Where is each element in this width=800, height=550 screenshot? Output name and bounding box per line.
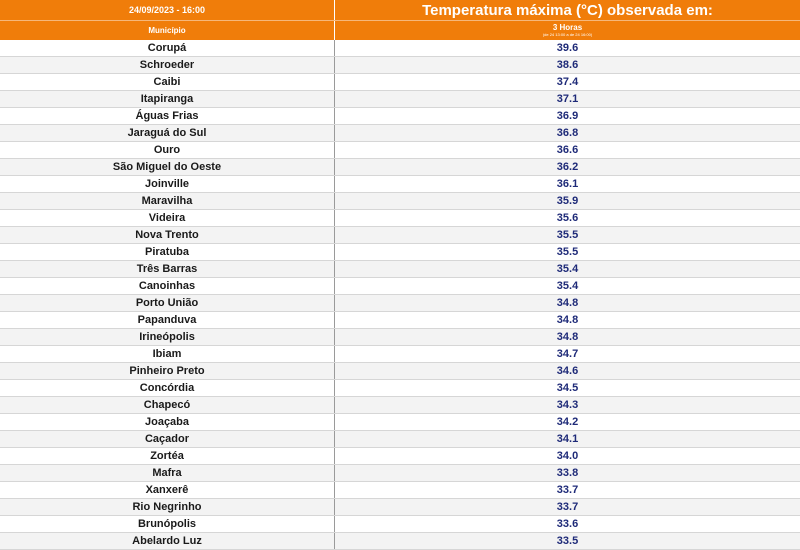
table-row bbox=[0, 465, 800, 482]
temperature-cell: 35.6 bbox=[556, 212, 579, 224]
temperature-cell: 33.5 bbox=[556, 535, 579, 547]
municipio-cell: Joinville bbox=[0, 176, 335, 192]
table-row bbox=[0, 57, 800, 74]
municipio-cell: Corupá bbox=[0, 40, 335, 56]
municipio-cell: Pinheiro Preto bbox=[0, 363, 335, 379]
temperature-cell: 33.7 bbox=[556, 501, 579, 513]
municipio-cell: Irineópolis bbox=[0, 329, 335, 345]
municipio-cell: Três Barras bbox=[0, 261, 335, 277]
municipio-cell: Nova Trento bbox=[0, 227, 335, 243]
temperature-cell: 35.4 bbox=[556, 263, 579, 275]
table-header-columns bbox=[0, 20, 800, 40]
table-row bbox=[0, 295, 800, 312]
temperature-cell: 34.2 bbox=[556, 416, 579, 428]
table-row bbox=[0, 329, 800, 346]
period-label: 3 Horas bbox=[552, 23, 583, 32]
municipio-cell: Itapiranga bbox=[0, 91, 335, 107]
temperature-cell: 34.6 bbox=[556, 365, 579, 377]
municipio-cell: Joaçaba bbox=[0, 414, 335, 430]
municipio-cell: Videira bbox=[0, 210, 335, 226]
column-header-period bbox=[335, 21, 800, 40]
table-row bbox=[0, 380, 800, 397]
datetime-label: 24/09/2023 - 16:00 bbox=[0, 0, 335, 20]
temperature-cell: 36.1 bbox=[556, 178, 579, 190]
temperature-cell: 34.3 bbox=[556, 399, 579, 411]
table-row bbox=[0, 414, 800, 431]
municipio-cell: Brunópolis bbox=[0, 516, 335, 532]
column-header-municipio: Município bbox=[0, 21, 335, 40]
temperature-cell: 36.8 bbox=[556, 127, 579, 139]
municipio-cell: Abelardo Luz bbox=[0, 533, 335, 549]
table-row bbox=[0, 499, 800, 516]
table-row bbox=[0, 516, 800, 533]
temperature-cell: 35.9 bbox=[556, 195, 579, 207]
table-row bbox=[0, 108, 800, 125]
temperature-cell: 33.7 bbox=[556, 484, 579, 496]
period-range: (de 24 13:00 a de 24 16:00) bbox=[542, 32, 593, 37]
table-row bbox=[0, 363, 800, 380]
temperature-cell: 34.5 bbox=[556, 382, 579, 394]
table-row bbox=[0, 74, 800, 91]
municipio-cell: Porto União bbox=[0, 295, 335, 311]
table-row bbox=[0, 91, 800, 108]
table-row bbox=[0, 431, 800, 448]
table-row bbox=[0, 193, 800, 210]
temperature-cell: 38.6 bbox=[556, 59, 579, 71]
municipio-cell: Ouro bbox=[0, 142, 335, 158]
table-row bbox=[0, 312, 800, 329]
municipio-cell: Piratuba bbox=[0, 244, 335, 260]
table-row bbox=[0, 40, 800, 57]
temperature-cell: 34.8 bbox=[556, 331, 579, 343]
table-row bbox=[0, 261, 800, 278]
temperature-cell: 37.4 bbox=[556, 76, 579, 88]
municipio-cell: Mafra bbox=[0, 465, 335, 481]
temperature-cell: 37.1 bbox=[556, 93, 579, 105]
municipio-cell: Jaraguá do Sul bbox=[0, 125, 335, 141]
municipio-cell: Caçador bbox=[0, 431, 335, 447]
temperature-cell: 39.6 bbox=[556, 42, 579, 54]
municipio-cell: Caibi bbox=[0, 74, 335, 90]
table-row bbox=[0, 142, 800, 159]
table-body bbox=[0, 40, 800, 550]
table-row bbox=[0, 448, 800, 465]
temperature-cell: 34.0 bbox=[556, 450, 579, 462]
municipio-cell: Chapecó bbox=[0, 397, 335, 413]
table-header-top bbox=[0, 0, 800, 20]
municipio-cell: Concórdia bbox=[0, 380, 335, 396]
table-row bbox=[0, 346, 800, 363]
temperature-cell: 35.5 bbox=[556, 246, 579, 258]
municipio-cell: Ibiam bbox=[0, 346, 335, 362]
table-title: Temperatura máxima (°C) observada em: bbox=[422, 1, 713, 19]
municipio-cell: Zortéa bbox=[0, 448, 335, 464]
municipio-cell: Schroeder bbox=[0, 57, 335, 73]
municipio-cell: São Miguel do Oeste bbox=[0, 159, 335, 175]
table-row bbox=[0, 176, 800, 193]
temperature-cell: 34.7 bbox=[556, 348, 579, 360]
temperature-cell: 34.8 bbox=[556, 314, 579, 326]
temperature-cell: 34.8 bbox=[556, 297, 579, 309]
temperature-cell: 34.1 bbox=[556, 433, 579, 445]
temperature-cell: 36.2 bbox=[556, 161, 579, 173]
table-row bbox=[0, 125, 800, 142]
table-row bbox=[0, 159, 800, 176]
table-row bbox=[0, 210, 800, 227]
table-row bbox=[0, 244, 800, 261]
temperature-cell: 33.6 bbox=[556, 518, 579, 530]
temperature-cell: 35.4 bbox=[556, 280, 579, 292]
temperature-cell: 35.5 bbox=[556, 229, 579, 241]
table-row bbox=[0, 278, 800, 295]
temperature-cell: 36.6 bbox=[556, 144, 579, 156]
table-row bbox=[0, 397, 800, 414]
municipio-cell: Xanxerê bbox=[0, 482, 335, 498]
table-row bbox=[0, 227, 800, 244]
municipio-cell: Maravilha bbox=[0, 193, 335, 209]
temperature-cell: 36.9 bbox=[556, 110, 579, 122]
table-row bbox=[0, 533, 800, 550]
municipio-cell: Rio Negrinho bbox=[0, 499, 335, 515]
municipio-cell: Papanduva bbox=[0, 312, 335, 328]
temperature-cell: 33.8 bbox=[556, 467, 579, 479]
table-row bbox=[0, 482, 800, 499]
municipio-cell: Águas Frias bbox=[0, 108, 335, 124]
municipio-cell: Canoinhas bbox=[0, 278, 335, 294]
